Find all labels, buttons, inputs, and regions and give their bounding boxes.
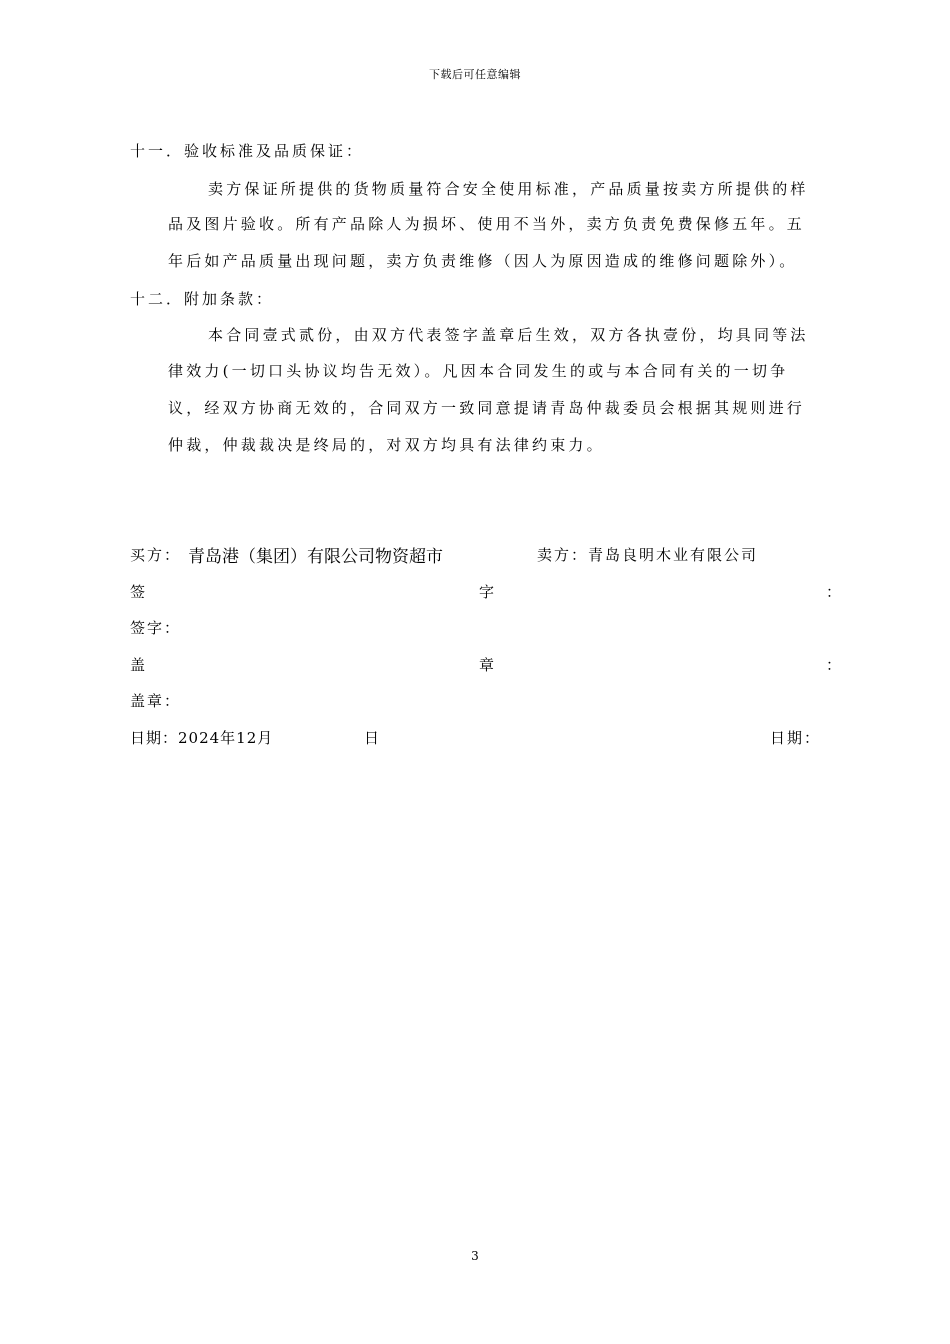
seal-label: 盖章： — [130, 692, 182, 710]
section-11-line-1: 卖方保证所提供的货物质量符合安全使用标准，产品质量按卖方所提供的样 — [208, 180, 809, 198]
section-11-line-2: 品及图片验收。所有产品除人为损坏、使用不当外，卖方负责免费保修五年。五 — [168, 215, 806, 233]
section-12-line-3: 议，经双方协商无效的，合同双方一致同意提请青岛仲裁委员会根据其规则进行 — [168, 399, 806, 417]
seller-date: 日期： — [770, 729, 822, 747]
section-11-line-3: 年后如产品质量出现问题，卖方负责维修（因人为原因造成的维修问题除外）。 — [168, 252, 798, 270]
buyer-label: 买方： — [130, 546, 182, 564]
page-header: 下载后可任意编辑 — [429, 68, 521, 81]
sign-label: 签字： — [130, 619, 182, 637]
buyer-date-day: 日 — [364, 729, 382, 747]
seller-name: 卖方：青岛良明木业有限公司 — [537, 546, 759, 564]
section-12-line-2: 律效力(一切口头协议均告无效）。凡因本合同发生的或与本合同有关的一切争 — [168, 362, 789, 380]
seal-label-left: 盖 — [130, 656, 148, 674]
seal-label-mid: 章 — [479, 656, 497, 674]
section-12-line-1: 本合同壹式贰份，由双方代表签字盖章后生效，双方各执壹份，均具同等法 — [208, 326, 809, 344]
section-12-line-4: 仲裁，仲裁裁决是终局的，对双方均具有法律约束力。 — [168, 436, 605, 454]
section-12-title: 十二．附加条款： — [130, 290, 275, 308]
page-number: 3 — [471, 1249, 479, 1263]
buyer-name: 青岛港（集团）有限公司物资超市 — [188, 547, 443, 567]
seal-label-colon: ： — [826, 656, 844, 674]
sign-label-mid: 字 — [479, 583, 497, 601]
section-11-title: 十一．验收标准及品质保证： — [130, 142, 365, 160]
buyer-date: 日期：2024年12月 — [130, 729, 274, 747]
sign-label-left: 签 — [130, 583, 148, 601]
sign-label-colon: ： — [826, 583, 844, 601]
